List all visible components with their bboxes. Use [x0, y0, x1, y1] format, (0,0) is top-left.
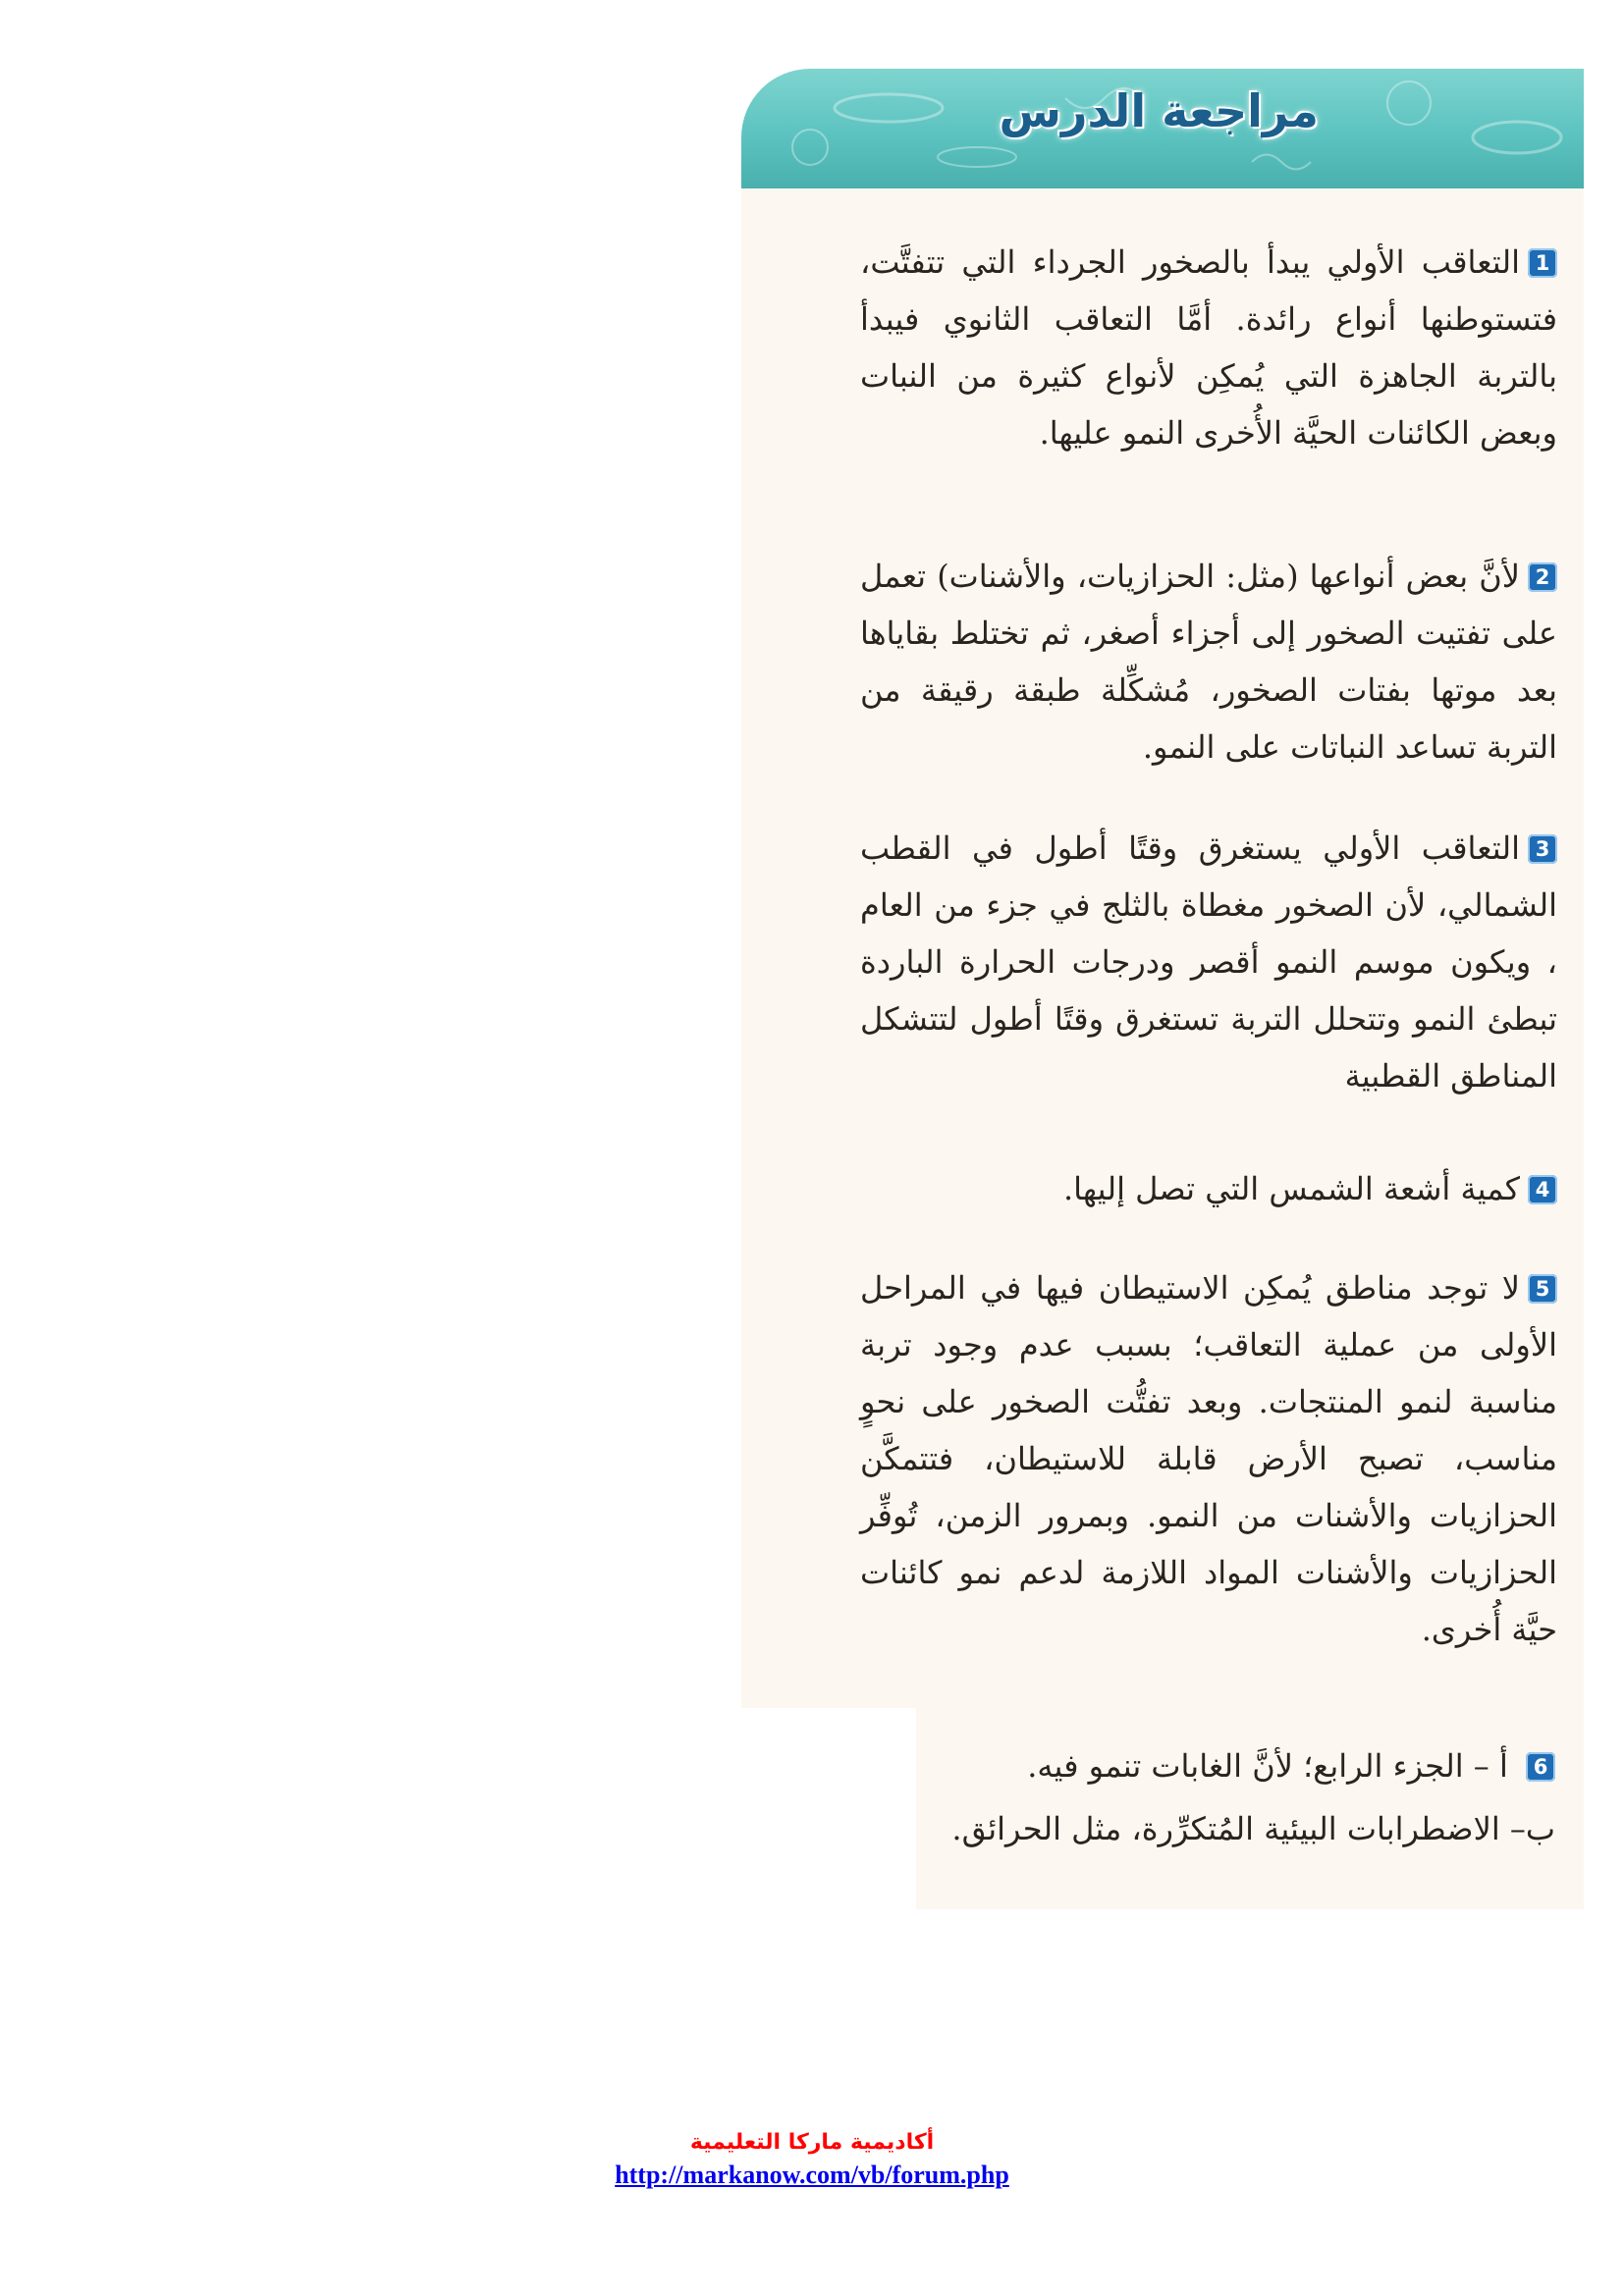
answer-item-3	[860, 820, 1557, 1104]
answer-text: لأنَّ بعض أنواعها (مثل: الحزازيات، والأشنات) تعمل على تفتيت الصخور إلى أجزاء أصغر، ثم تختلط بقاياها بعد موتها بفتات الصخور، مُشكِّلة طبقة رقيقة من التربة تساعد النباتات على النمو.	[860, 558, 1557, 766]
answer-number-badge: 4	[1528, 1175, 1557, 1204]
answer-text: كمية أشعة الشمس التي تصل إليها.	[1062, 1170, 1520, 1207]
lesson-review-banner	[741, 69, 1584, 188]
answer-text: أ – الجزء الرابع؛ لأنَّ الغابات تنمو فيه.	[1027, 1747, 1508, 1785]
answer-item-2	[860, 548, 1557, 775]
answer-number-badge: 5	[1528, 1274, 1557, 1304]
academy-name: أكاديمية ماركا التعليمية	[689, 2130, 935, 2155]
footer	[0, 2130, 1624, 2190]
answer-item-6	[927, 1737, 1555, 1857]
page-title: مراجعة الدرس	[999, 84, 1319, 137]
answer-text: التعاقب الأولي يبدأ بالصخور الجرداء التي تتفتَّت، فتستوطنها أنواع رائدة. أمَّا التعاقب الثانوي فيبدأ بالتربة الجاهزة التي يُمكِن لأنواع كثيرة من النبات وبعض الكائنات الحيَّة الأُخرى النمو عليها.	[860, 243, 1557, 452]
answer-text: التعاقب الأولي يستغرق وقتًا أطول في القطب الشمالي، لأن الصخور مغطاة بالثلج في جزء من العام ، ويكون موسم النمو أقصر ودرجات الحرارة الباردة تبطئ النمو وتتحلل التربة تستغرق وقتًا أطول لتتشكل المناطق القطبية	[860, 829, 1557, 1095]
answer-part-b: ب– الاضطرابات البيئية المُتكرِّرة، مثل الحرائق.	[951, 1810, 1555, 1847]
answer-number-badge: 2	[1528, 562, 1557, 592]
answer-item-4	[860, 1160, 1557, 1217]
answer-part-a	[927, 1737, 1555, 1794]
answer-item-5	[860, 1259, 1557, 1658]
answer-number-badge: 1	[1528, 248, 1557, 278]
forum-link[interactable]: http://markanow.com/vb/forum.php	[615, 2161, 1009, 2189]
answer-number-badge: 3	[1528, 834, 1557, 864]
answer-text: لا توجد مناطق يُمكِن الاستيطان فيها في المراحل الأولى من عملية التعاقب؛ بسبب عدم وجود تربة مناسبة لنمو المنتجات. وبعد تفتُّت الصخور على نحوٍ مناسب، تصبح الأرض قابلة للاستيطان، فتتمكَّن الحزازيات والأشنات من النمو. وبمرور الزمن، تُوفِّر الحزازيات والأشنات المواد اللازمة لدعم نمو كائنات حيَّة أُخرى.	[860, 1269, 1557, 1648]
answer-number-badge: 6	[1526, 1752, 1555, 1782]
answer-item-1	[860, 234, 1557, 461]
